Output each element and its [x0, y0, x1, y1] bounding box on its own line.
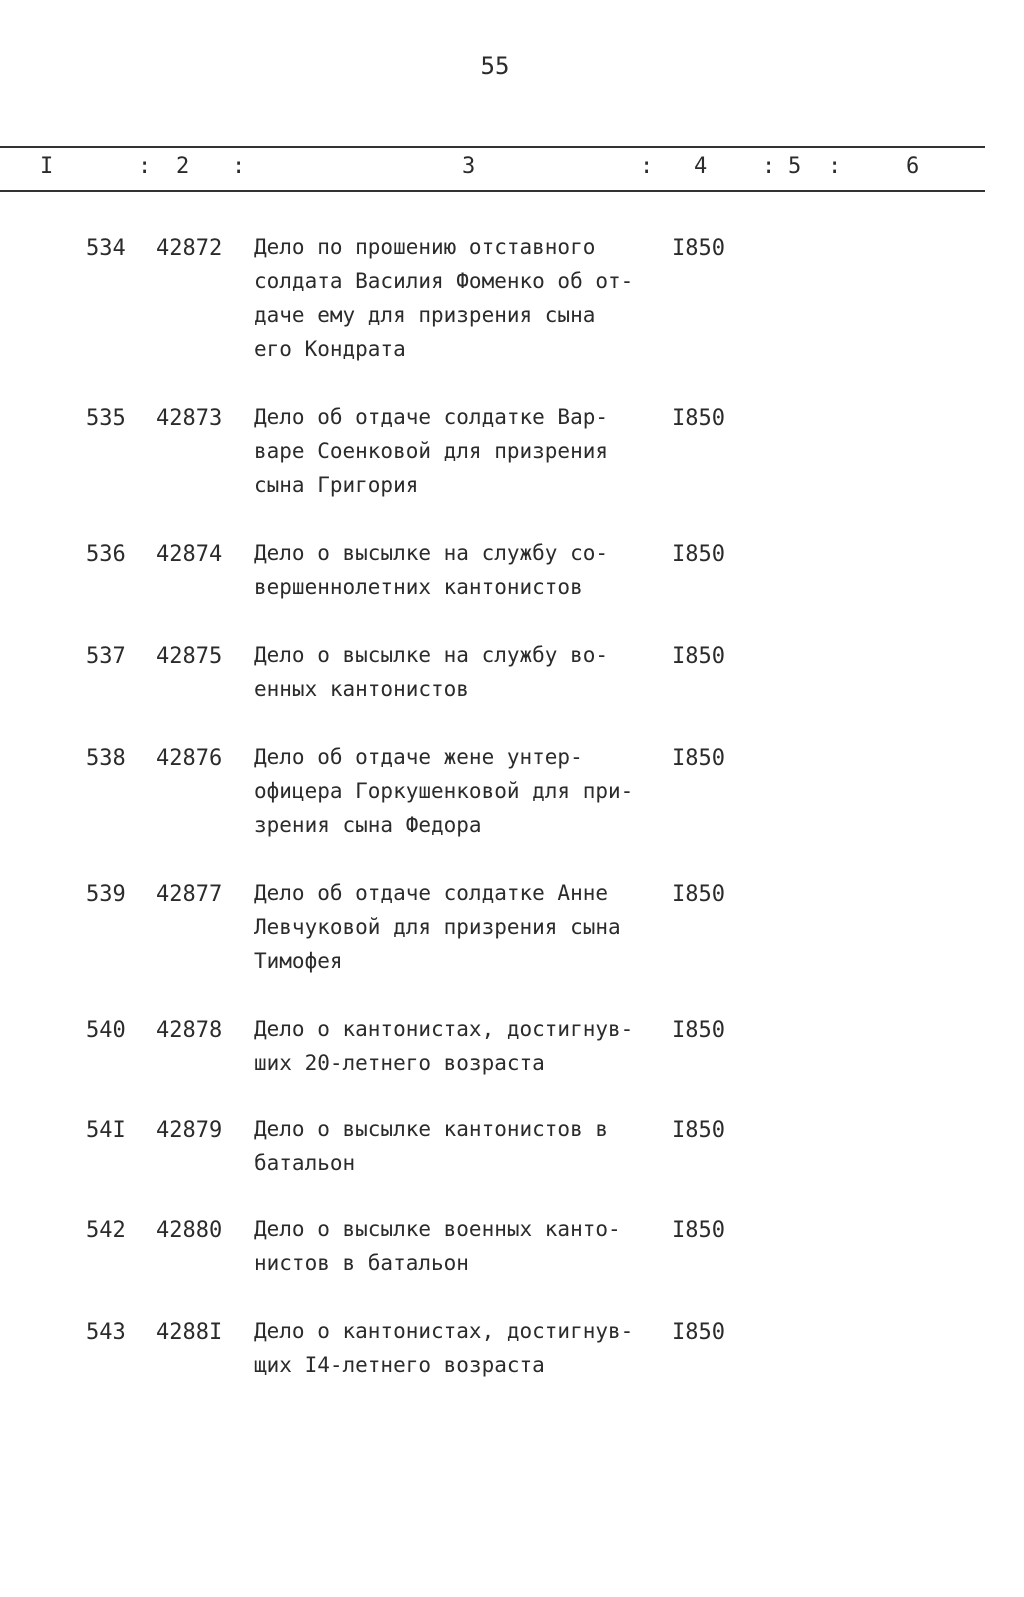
entry-description-line: Дело о кантонистах, достигнув- — [254, 1319, 634, 1343]
entry-year: I850 — [672, 236, 725, 261]
entry-number: 542 — [86, 1218, 126, 1243]
entry-number: 534 — [86, 236, 126, 261]
entry-number: 540 — [86, 1018, 126, 1043]
entry-description-line: батальон — [254, 1151, 356, 1175]
entry-year: I850 — [672, 1320, 725, 1345]
column-header-4: 4 — [694, 154, 708, 179]
entry-code: 42875 — [156, 644, 223, 669]
entry-code: 42879 — [156, 1118, 223, 1143]
entry-year: I850 — [672, 406, 725, 431]
entry-year: I850 — [672, 746, 725, 771]
entry-number: 539 — [86, 882, 126, 907]
entry-description — [254, 1012, 674, 1080]
entry-year: I850 — [672, 1018, 725, 1043]
column-separator: : — [828, 154, 842, 179]
page-number: 55 — [480, 52, 510, 80]
entry-code: 42880 — [156, 1218, 223, 1243]
entry-description-line: Тимофея — [254, 949, 343, 973]
entry-description-line: Дело о кантонистах, достигнув- — [254, 1017, 634, 1041]
header-top-rule — [0, 146, 985, 148]
entry-description-line: енных кантонистов — [254, 677, 469, 701]
entry-description-line: щих I4-летнего возраста — [254, 1353, 545, 1377]
entry-description-line: Дело о высылке на службу во- — [254, 643, 609, 667]
entry-description — [254, 740, 674, 842]
column-header-2: 2 — [176, 154, 190, 179]
entry-number: 543 — [86, 1320, 126, 1345]
entry-description-line: Дело о высылке военных канто- — [254, 1217, 621, 1241]
column-header-5: 5 — [788, 154, 802, 179]
entry-description-line: вершеннолетних кантонистов — [254, 575, 583, 599]
entry-code: 42876 — [156, 746, 223, 771]
entry-code: 42877 — [156, 882, 223, 907]
column-header-1: I — [40, 154, 54, 179]
entry-description-line: ших 20-летнего возраста — [254, 1051, 545, 1075]
entry-description-line: Левчуковой для призрения сына — [254, 915, 621, 939]
entry-description-line: даче ему для призрения сына — [254, 303, 596, 327]
entry-year: I850 — [672, 542, 725, 567]
entry-description-line: его Кондрата — [254, 337, 406, 361]
entry-description-line: нистов в батальон — [254, 1251, 469, 1275]
entry-code: 42872 — [156, 236, 223, 261]
entry-description-line: Дело по прошению отставного — [254, 235, 596, 259]
header-bottom-rule — [0, 190, 985, 192]
entry-description-line: Дело об отдаче жене унтер- — [254, 745, 583, 769]
entry-description-line: Дело о высылке кантонистов в — [254, 1117, 609, 1141]
entry-number: 54I — [86, 1118, 126, 1143]
entry-year: I850 — [672, 1118, 725, 1143]
entry-code: 42878 — [156, 1018, 223, 1043]
entry-description — [254, 1212, 674, 1280]
entry-year: I850 — [672, 644, 725, 669]
entry-description-line: офицера Горкушенковой для при- — [254, 779, 634, 803]
entry-description — [254, 1314, 674, 1382]
column-header-6: 6 — [906, 154, 920, 179]
column-separator: : — [138, 154, 152, 179]
entry-description-line: солдата Василия Фоменко об от- — [254, 269, 634, 293]
entry-code: 42874 — [156, 542, 223, 567]
entry-code: 4288I — [156, 1320, 223, 1345]
entry-description-line: Дело о высылке на службу со- — [254, 541, 609, 565]
entry-number: 536 — [86, 542, 126, 567]
entry-number: 535 — [86, 406, 126, 431]
column-header-3: 3 — [462, 154, 476, 179]
entry-description-line: сына Григория — [254, 473, 419, 497]
column-separator: : — [762, 154, 776, 179]
entry-description-line: варе Соенковой для призрения — [254, 439, 609, 463]
entry-description — [254, 876, 674, 978]
entry-description-line: Дело об отдаче солдатке Вар- — [254, 405, 609, 429]
column-separator: : — [232, 154, 246, 179]
entry-number: 538 — [86, 746, 126, 771]
entry-description-line: зрения сына Федора — [254, 813, 482, 837]
entry-description — [254, 230, 674, 366]
entry-description — [254, 1112, 674, 1180]
entry-year: I850 — [672, 1218, 725, 1243]
entry-description-line: Дело об отдаче солдатке Анне — [254, 881, 609, 905]
column-separator: : — [640, 154, 654, 179]
entry-description — [254, 400, 674, 502]
entry-description — [254, 638, 674, 706]
entry-number: 537 — [86, 644, 126, 669]
entry-description — [254, 536, 674, 604]
entry-code: 42873 — [156, 406, 223, 431]
entry-year: I850 — [672, 882, 725, 907]
